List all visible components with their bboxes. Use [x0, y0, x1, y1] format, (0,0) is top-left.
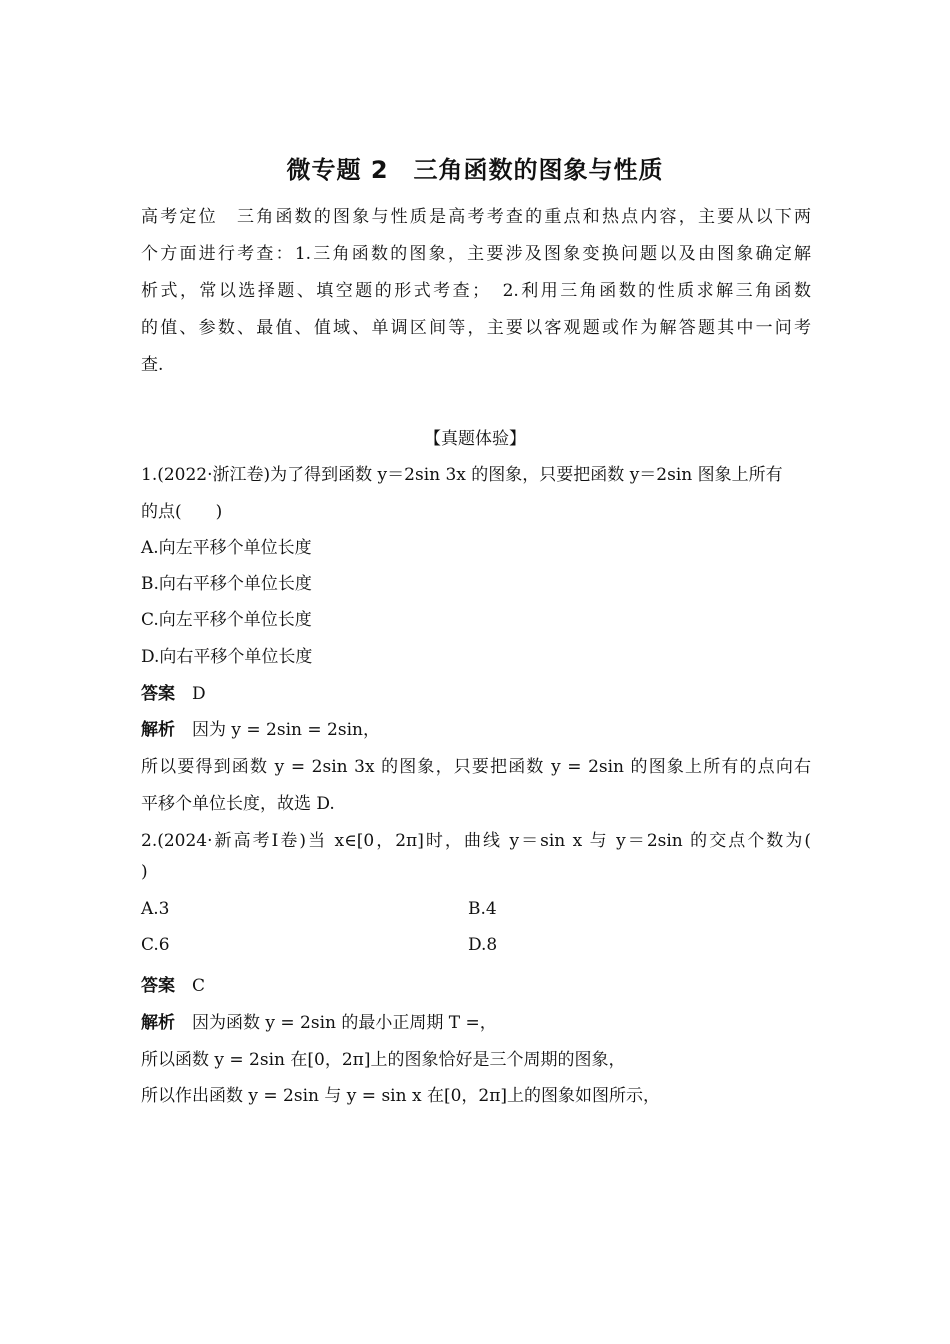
analysis-text: 因为函数 y = 2sin 的最小正周期 T =， — [192, 1013, 497, 1033]
intro-line: 查. — [141, 355, 164, 375]
q2-stem: 2.(2024·新高考Ⅰ卷)当 x∈[0，2π]时，曲线 y＝sin x 与 y＝2sin 的交点个数为( — [141, 831, 811, 851]
section-heading: 【真题体验】 — [424, 429, 526, 449]
q2-option-a: A.3 — [141, 899, 170, 919]
intro-line: 个方面进行考查：1.三角函数的图象，主要涉及图象变换问题以及由图象确定解 — [141, 244, 811, 264]
q1-stem-cont: 的点( ) — [141, 502, 223, 522]
q1-answer — [141, 679, 811, 704]
q2-answer — [141, 971, 811, 996]
q1-analysis-line: 所以要得到函数 y = 2sin 3x 的图象，只要把函数 y = 2sin 的图象上所有的点向右 — [141, 757, 811, 777]
q1-option-b: B.向右平移个单位长度 — [141, 574, 312, 594]
analysis-label: 解析 — [141, 1013, 175, 1033]
answer-value: C — [192, 976, 206, 996]
answer-label: 答案 — [141, 684, 175, 704]
q2-analysis-line: 所以函数 y = 2sin 在[0，2π]上的图象恰好是三个周期的图象， — [141, 1050, 626, 1070]
intro-line: 高考定位 三角函数的图象与性质是高考考查的重点和热点内容，主要从以下两 — [141, 207, 811, 227]
q2-option-d: D.8 — [468, 935, 498, 955]
q1-analysis — [141, 715, 811, 740]
analysis-text: 因为 y = 2sin = 2sin， — [192, 720, 380, 740]
page-title: 微专题 2 三角函数的图象与性质 — [286, 156, 664, 184]
answer-value: D — [192, 684, 206, 704]
q2-analysis-line: 所以作出函数 y = 2sin 与 y = sin x 在[0，2π]上的图象如图所示， — [141, 1086, 661, 1106]
q1-option-c: C.向左平移个单位长度 — [141, 610, 312, 630]
q1-analysis-line: 平移个单位长度，故选 D. — [141, 794, 335, 814]
q2-stem-cont: ) — [141, 862, 148, 882]
intro-line: 的值、参数、最值、值域、单调区间等，主要以客观题或作为解答题其中一问考 — [141, 318, 811, 338]
intro-line: 析式，常以选择题、填空题的形式考查； 2.利用三角函数的性质求解三角函数 — [141, 281, 811, 301]
answer-label: 答案 — [141, 976, 175, 996]
q1-option-d: D.向右平移个单位长度 — [141, 647, 313, 667]
q1-option-a: A.向左平移个单位长度 — [141, 538, 312, 558]
analysis-label: 解析 — [141, 720, 175, 740]
q2-option-b: B.4 — [468, 899, 497, 919]
q2-option-c: C.6 — [141, 935, 170, 955]
q1-stem: 1.(2022·浙江卷)为了得到函数 y＝2sin 3x 的图象，只要把函数 y＝2sin 图象上所有 — [141, 465, 783, 485]
q2-analysis — [141, 1008, 811, 1033]
